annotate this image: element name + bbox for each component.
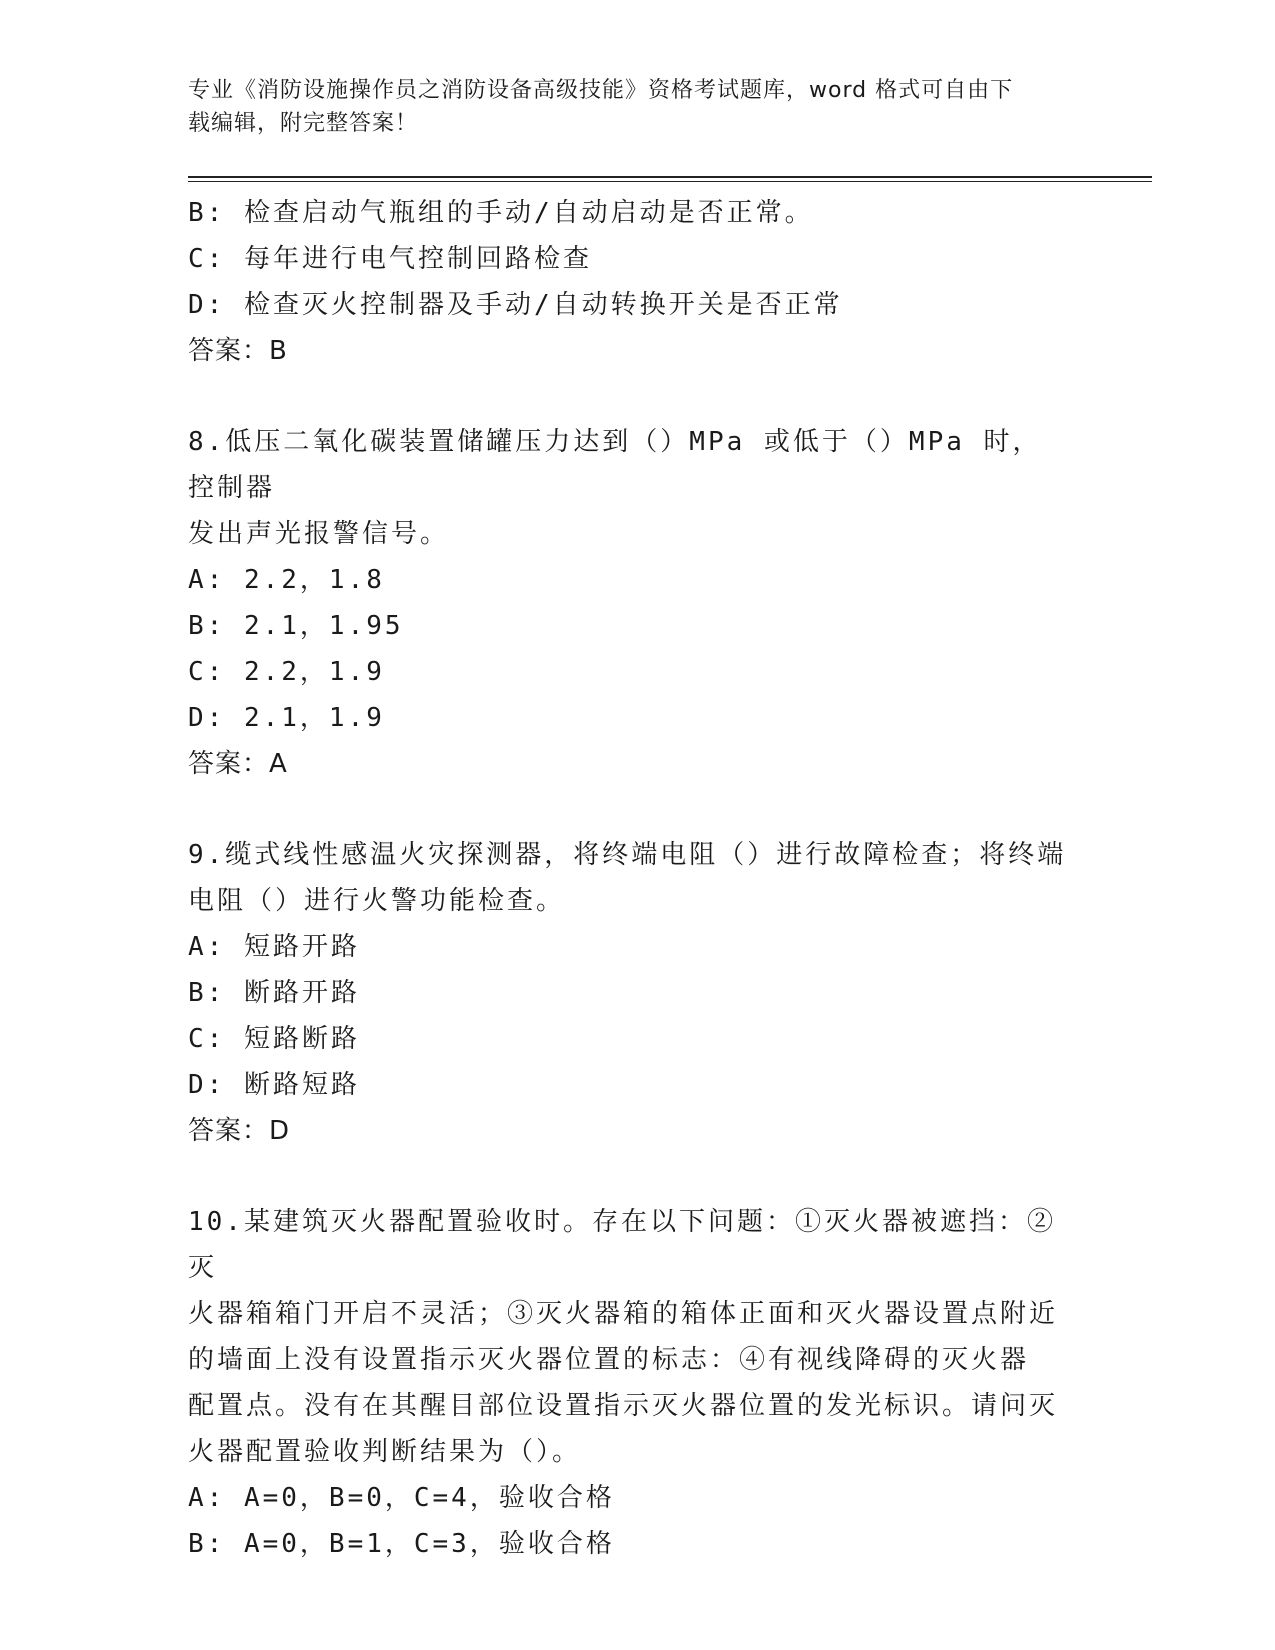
spacer (188, 1154, 1068, 1199)
option-d: D: 检查灭火控制器及手动/自动转换开关是否正常 (188, 290, 843, 320)
option-d: D: 断路短路 (188, 1070, 360, 1100)
option-a: A: 短路开路 (188, 932, 360, 962)
option-b: B: 断路开路 (188, 978, 360, 1008)
option-a: A: A=0，B=0，C=4，验收合格 (188, 1483, 615, 1513)
question-10 (188, 1199, 1068, 1567)
option-d: D: 2.1，1.9 (188, 703, 385, 733)
option-c: C: 短路断路 (188, 1024, 360, 1054)
question-9 (188, 832, 1068, 1154)
document-header (188, 74, 1068, 140)
question-stem-line: 火器箱箱门开启不灵活；③灭火器箱的箱体正面和灭火器设置点附近 (188, 1299, 1059, 1329)
question-8 (188, 419, 1068, 787)
answer-line: 答案：D (188, 1116, 291, 1146)
answer-line: 答案：B (188, 336, 288, 366)
question-stem-line: 9.缆式线性感温火灾探测器，将终端电阻（）进行故障检查；将终端 (188, 840, 1067, 870)
question-stem-line: 电阻（）进行火警功能检查。 (188, 886, 566, 916)
question-stem-line: 火器配置验收判断结果为（）。 (188, 1437, 582, 1467)
header-divider-thick (188, 176, 1152, 178)
option-a: A: 2.2，1.8 (188, 565, 385, 595)
question-list (188, 190, 1068, 1567)
header-divider-thin (188, 181, 1152, 182)
option-c: C: 2.2，1.9 (188, 657, 385, 687)
header-line-1: 专业《消防设施操作员之消防设备高级技能》资格考试题库，word 格式可自由下 (188, 78, 1014, 103)
question-stem-line: 的墙面上没有设置指示灭火器位置的标志：④有视线降碍的灭火器 (188, 1345, 1030, 1375)
answer-line: 答案：A (188, 749, 288, 779)
spacer (188, 374, 1068, 419)
question-stem-line: 8.低压二氧化碳装置储罐压力达到（）MPa 或低于（）MPa 时，控制器 (188, 427, 1042, 503)
question-7 (188, 190, 1068, 374)
question-stem-line: 10.某建筑灭火器配置验收时。存在以下问题：①灭火器被遮挡：②灭 (188, 1207, 1056, 1283)
question-stem-line: 发出声光报警信号。 (188, 519, 450, 549)
option-b: B: 检查启动气瓶组的手动/自动启动是否正常。 (188, 198, 814, 228)
option-b: B: 2.1，1.95 (188, 611, 404, 641)
header-line-2: 载编辑，附完整答案！ (188, 111, 419, 136)
option-b: B: A=0，B=1，C=3，验收合格 (188, 1529, 615, 1559)
question-stem-line: 配置点。没有在其醒目部位设置指示灭火器位置的发光标识。请问灭 (188, 1391, 1059, 1421)
spacer (188, 787, 1068, 832)
option-c: C: 每年进行电气控制回路检查 (188, 244, 592, 274)
